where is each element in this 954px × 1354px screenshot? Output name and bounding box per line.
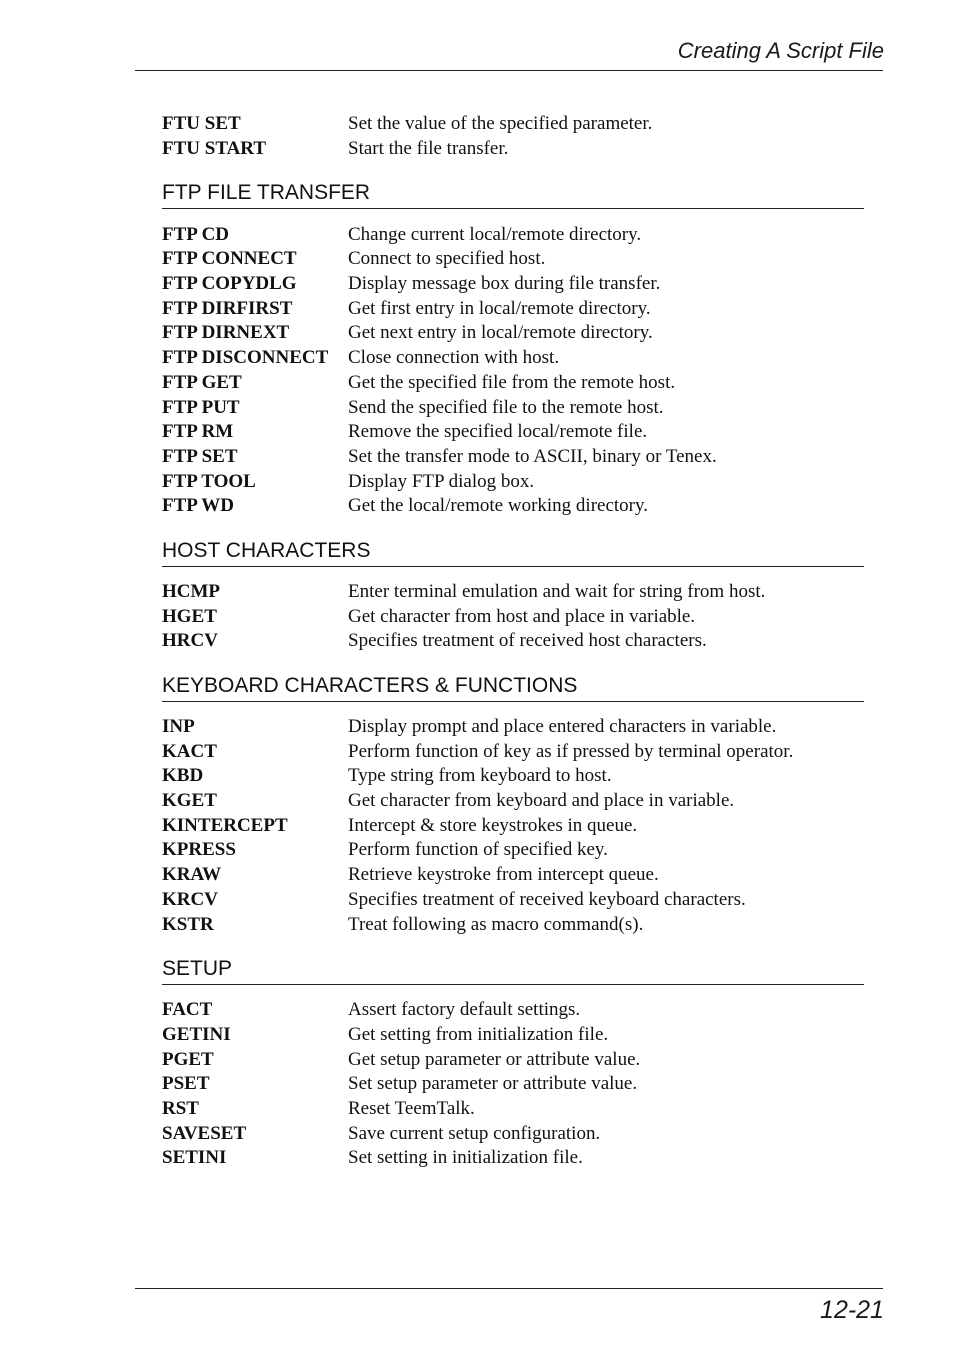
command-row (162, 296, 864, 321)
command-description: Remove the specified local/remote file. (348, 421, 648, 443)
command-section (162, 957, 864, 1171)
command-row (162, 764, 864, 789)
command-name: KRCV (162, 888, 218, 910)
command-row (162, 137, 864, 162)
command-name: FTU SET (162, 113, 241, 135)
command-description: Enter terminal emulation and wait for string from host. (348, 580, 766, 602)
command-row (162, 998, 864, 1023)
command-name: FTP SET (162, 445, 238, 467)
command-name: FTP DIRFIRST (162, 297, 293, 319)
command-description: Get character from keyboard and place in variable. (348, 790, 735, 812)
command-name: FTP DISCONNECT (162, 347, 329, 369)
command-section (162, 112, 864, 161)
command-row (162, 604, 864, 629)
command-description: Get character from host and place in variable. (348, 605, 696, 627)
command-name: KRAW (162, 864, 222, 886)
section-title: KEYBOARD CHARACTERS & FUNCTIONS (162, 674, 864, 702)
command-description: Set setting in initialization file. (348, 1147, 583, 1169)
command-row (162, 247, 864, 272)
command-row (162, 1097, 864, 1122)
command-row (162, 580, 864, 605)
command-description: Send the specified file to the remote host. (348, 396, 664, 418)
command-description: Set setup parameter or attribute value. (348, 1073, 638, 1095)
command-name: PSET (162, 1073, 210, 1095)
command-row (162, 494, 864, 519)
command-row (162, 1072, 864, 1097)
section-title: FTP FILE TRANSFER (162, 181, 864, 209)
command-row (162, 789, 864, 814)
command-description: Get the local/remote working directory. (348, 495, 649, 517)
command-name: KGET (162, 790, 217, 812)
command-description: Get the specified file from the remote host. (348, 371, 676, 393)
command-description: Get first entry in local/remote directory. (348, 297, 651, 319)
command-name: RST (162, 1097, 199, 1119)
command-section (162, 674, 864, 937)
command-name: SETINI (162, 1147, 227, 1169)
command-name: FTP RM (162, 421, 234, 443)
command-name: SAVESET (162, 1122, 247, 1144)
command-description: Close connection with host. (348, 347, 560, 369)
command-row (162, 272, 864, 297)
command-row (162, 222, 864, 247)
command-description: Connect to specified host. (348, 248, 546, 270)
command-name: KINTERCEPT (162, 814, 288, 836)
command-name: KACT (162, 740, 217, 762)
command-description: Treat following as macro command(s). (348, 913, 644, 935)
command-name: FTP PUT (162, 396, 240, 418)
command-description: Retrieve keystroke from intercept queue. (348, 864, 659, 886)
command-row (162, 420, 864, 445)
command-description: Get setup parameter or attribute value. (348, 1048, 641, 1070)
command-name: HRCV (162, 630, 218, 652)
page-header-title: Creating A Script File (677, 38, 884, 63)
command-row (162, 838, 864, 863)
command-name: FTP CONNECT (162, 248, 297, 270)
command-name: FTP COPYDLG (162, 273, 297, 295)
command-description: Set the value of the specified parameter. (348, 113, 653, 135)
command-name: FTP TOOL (162, 470, 256, 492)
command-name: FTP CD (162, 223, 230, 245)
command-name: HCMP (162, 580, 221, 602)
command-name: FACT (162, 999, 213, 1021)
command-description: Perform function of key as if pressed by terminal operator. (348, 740, 794, 762)
command-description: Change current local/remote directory. (348, 223, 642, 245)
command-row (162, 469, 864, 494)
command-description: Display FTP dialog box. (348, 470, 535, 492)
command-section (162, 181, 864, 518)
command-row (162, 1146, 864, 1171)
command-row (162, 1047, 864, 1072)
command-name: FTP WD (162, 495, 234, 517)
command-reference (162, 112, 864, 1171)
page-number: 12-21 (820, 1296, 884, 1324)
section-title: SETUP (162, 957, 864, 985)
command-name: HGET (162, 605, 217, 627)
footer-divider (135, 1288, 883, 1289)
command-name: KBD (162, 765, 204, 787)
command-description: Get setting from initialization file. (348, 1023, 609, 1045)
command-description: Display prompt and place entered characters in variable. (348, 716, 777, 738)
header-divider (135, 70, 883, 71)
command-row (162, 445, 864, 470)
command-description: Specifies treatment of received host characters. (348, 630, 707, 652)
command-description: Start the file transfer. (348, 138, 509, 160)
command-description: Get next entry in local/remote directory. (348, 322, 653, 344)
command-description: Save current setup configuration. (348, 1122, 601, 1144)
command-name: KSTR (162, 913, 214, 935)
command-row (162, 739, 864, 764)
command-row (162, 629, 864, 654)
command-description: Intercept & store keystrokes in queue. (348, 814, 638, 836)
command-description: Set the transfer mode to ASCII, binary or Tenex. (348, 445, 717, 467)
command-row (162, 371, 864, 396)
command-description: Type string from keyboard to host. (348, 765, 612, 787)
command-row (162, 715, 864, 740)
command-row (162, 1121, 864, 1146)
command-row (162, 888, 864, 913)
command-name: PGET (162, 1048, 214, 1070)
command-row (162, 346, 864, 371)
section-title: HOST CHARACTERS (162, 539, 864, 567)
command-description: Specifies treatment of received keyboard characters. (348, 888, 746, 910)
command-description: Reset TeemTalk. (348, 1097, 475, 1119)
command-name: FTP GET (162, 371, 242, 393)
command-name: GETINI (162, 1023, 231, 1045)
command-name: INP (162, 716, 195, 738)
command-description: Perform function of specified key. (348, 839, 608, 861)
command-row (162, 813, 864, 838)
command-description: Display message box during file transfer. (348, 273, 661, 295)
command-row (162, 912, 864, 937)
command-name: FTU START (162, 138, 267, 160)
command-row (162, 395, 864, 420)
command-name: KPRESS (162, 839, 236, 861)
command-row (162, 1023, 864, 1048)
command-name: FTP DIRNEXT (162, 322, 290, 344)
command-row (162, 112, 864, 137)
command-row (162, 321, 864, 346)
command-row (162, 863, 864, 888)
command-description: Assert factory default settings. (348, 999, 581, 1021)
command-section (162, 539, 864, 654)
